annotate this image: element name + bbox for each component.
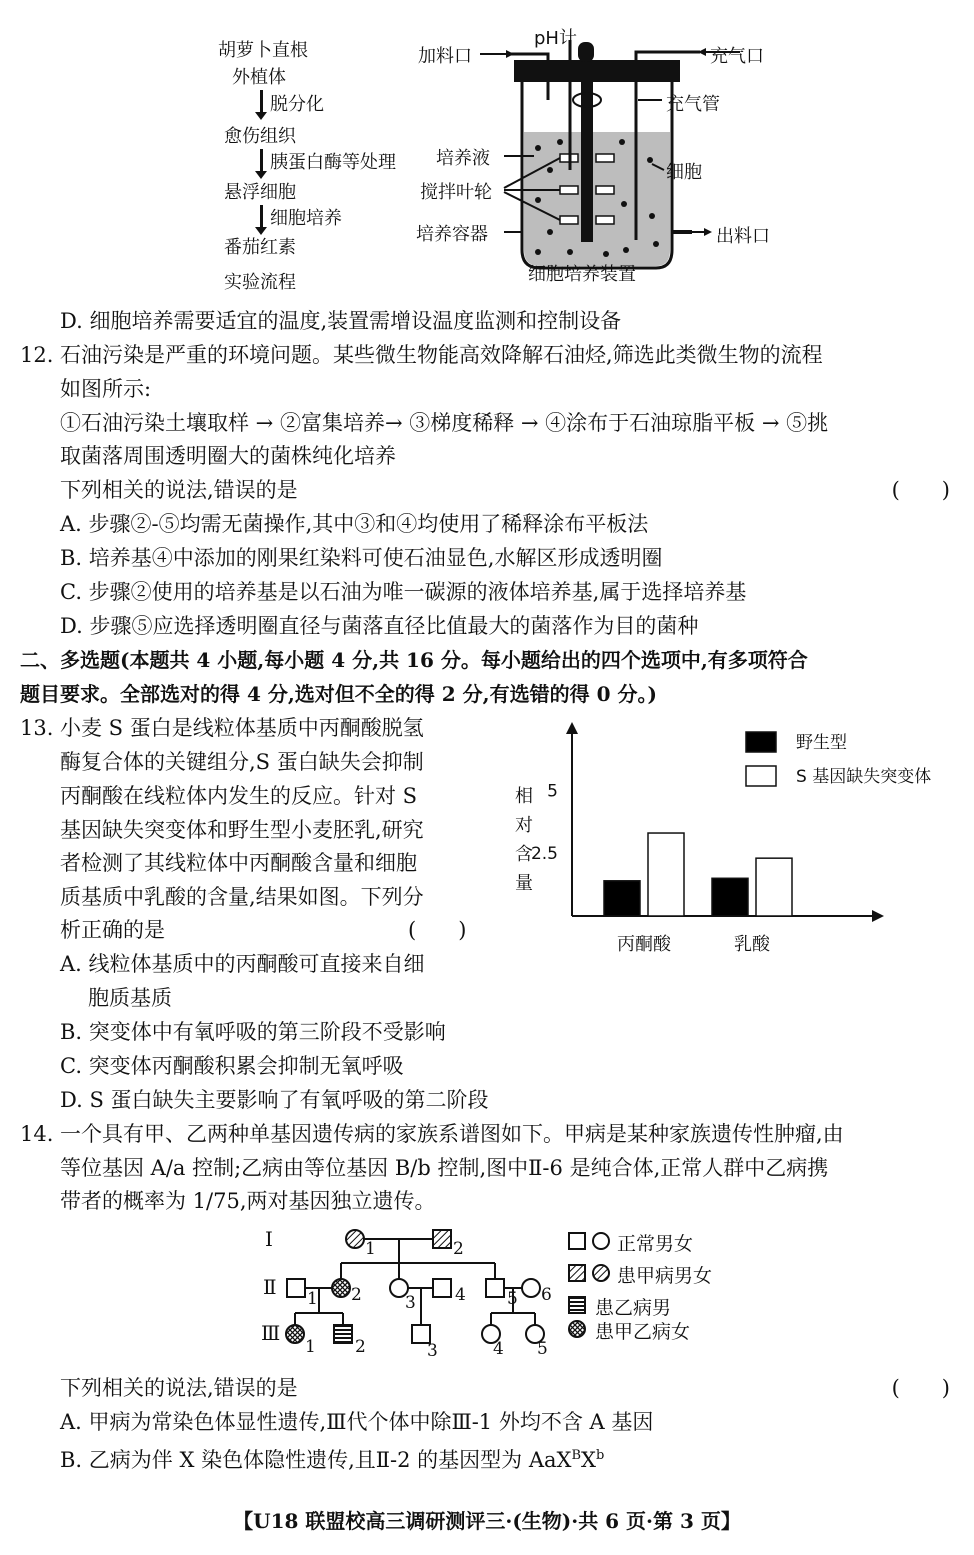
flow-arrow2-label: 胰蛋白酶等处理 <box>270 152 396 173</box>
legend-normal-label: 正常男女 <box>617 1233 694 1255</box>
air-arrow-head <box>698 48 706 56</box>
ped-label-I-1: 1 <box>365 1239 376 1259</box>
q12-number: 12. <box>20 343 54 367</box>
ph-knob <box>578 42 594 62</box>
label-outlet: 出料口 <box>716 226 770 247</box>
q13-stem-4: 基因缺失突变体和野生型小麦胚乳,研究 <box>60 818 424 842</box>
q13-number: 13. <box>20 716 54 740</box>
q14-answer-paren: ( ) <box>891 1376 950 1400</box>
x-tick-label: 乳酸 <box>734 934 770 955</box>
outlet-arrow-head <box>704 228 712 236</box>
ped-label-III-1: 1 <box>305 1337 316 1357</box>
q14-option-b-sup2: b <box>596 1448 605 1463</box>
culture-device <box>410 20 790 290</box>
impeller-1b <box>596 154 614 162</box>
bar-mutant-1 <box>756 858 792 916</box>
ped-label-II-6: 6 <box>541 1285 552 1305</box>
q13-stem-1: 小麦 S 蛋白是线粒体基质中丙酮酸脱氢 <box>60 716 424 740</box>
pedigree-chart <box>255 1225 755 1365</box>
ped-II-1 <box>287 1279 305 1297</box>
chart-bars <box>604 833 792 916</box>
section2-line1: 二、多选题(本题共 4 小题,每小题 4 分,共 16 分。每小题给出的四个选项中,有多项符合 <box>20 648 808 672</box>
q12-stem-2: 如图所示: <box>60 377 152 401</box>
legend-b-label: 患乙病男 <box>595 1297 672 1319</box>
q14-option-a: A. 甲病为常染色体显性遗传,Ⅲ代个体中除Ⅲ-1 外均不含 A 基因 <box>60 1410 654 1434</box>
flow-step2: 愈伤组织 <box>224 126 296 147</box>
legend-ab-label: 患甲乙病女 <box>595 1321 691 1343</box>
legend-normal-female <box>593 1233 609 1249</box>
q13-option-c: C. 突变体丙酮酸积累会抑制无氧呼吸 <box>60 1054 404 1078</box>
culture-medium <box>524 132 670 266</box>
q13-stem-3: 丙酮酸在线粒体内发生的反应。针对 S <box>60 784 418 808</box>
q12-option-c: C. 步骤②使用的培养基是以石油为唯一碳源的液体培养基,属于选择培养基 <box>60 580 747 604</box>
flow-arrow1-label: 脱分化 <box>270 94 324 115</box>
q12-ask: 下列相关的说法,错误的是 <box>60 478 298 502</box>
flow-step4: 番茄红素 <box>224 237 296 258</box>
legend-label: 野生型 <box>796 733 847 753</box>
flow-arrow1 <box>260 90 263 114</box>
ped-gen-III: Ⅲ <box>261 1321 281 1345</box>
q12-flow-1: ①石油污染土壤取样 → ②富集培养→ ③梯度稀释 → ④涂布于石油琼脂平板 → ⑤挑 <box>60 411 829 435</box>
impeller-3a <box>560 216 578 224</box>
ped-III-2 <box>334 1325 352 1343</box>
bar-wildtype-0 <box>604 881 640 916</box>
label-vessel: 培养容器 <box>416 224 488 245</box>
legend-swatch <box>746 766 776 786</box>
bar-wildtype-1 <box>712 878 748 916</box>
ped-label-III-5: 5 <box>537 1339 548 1359</box>
label-air-inlet: 充气口 <box>710 46 764 67</box>
y-axis-label-char: 相 <box>515 786 533 807</box>
impeller-2a <box>560 186 578 194</box>
q13-answer-paren: ( ) <box>408 918 467 942</box>
ped-label-II-4: 4 <box>455 1285 466 1305</box>
ped-label-III-4: 4 <box>493 1339 504 1359</box>
section2-line2: 题目要求。全部选对的得 4 分,选对但不全的得 2 分,有选错的得 0 分。) <box>20 682 657 706</box>
q14-stem-2: 等位基因 A/a 控制;乙病由等位基因 B/b 控制,图中Ⅱ-6 是纯合体,正常人群中乙病携 <box>60 1156 829 1180</box>
flow-arrow3 <box>260 205 263 229</box>
legend-a-female <box>593 1265 609 1281</box>
q14-number: 14. <box>20 1122 54 1146</box>
flow-arrow1-head <box>255 112 267 120</box>
y-axis-label-char: 含 <box>515 844 533 865</box>
y-axis-label-char: 量 <box>515 873 533 894</box>
ped-label-II-5: 5 <box>507 1289 518 1309</box>
ped-label-II-3: 3 <box>405 1293 416 1313</box>
q14-option-b-x: X <box>581 1448 596 1472</box>
q12-option-b: B. 培养基④中添加的刚果红染料可使石油显色,水解区形成透明圈 <box>60 546 663 570</box>
ped-III-1 <box>286 1325 304 1343</box>
legend-ab-female <box>569 1321 585 1337</box>
q13-stem-7: 析正确的是 <box>60 918 165 942</box>
q14-ask: 下列相关的说法,错误的是 <box>60 1376 298 1400</box>
q13-stem-2: 酶复合体的关键组分,S 蛋白缺失会抑制 <box>60 750 424 774</box>
ped-label-II-2: 2 <box>351 1285 362 1305</box>
ped-II-6 <box>522 1279 540 1297</box>
flow-arrow3-label: 细胞培养 <box>270 208 342 229</box>
flow-step3: 悬浮细胞 <box>224 182 296 203</box>
legend-a-label: 患甲病男女 <box>617 1265 713 1287</box>
q13-option-b: B. 突变体中有氧呼吸的第三阶段不受影响 <box>60 1020 446 1044</box>
label-medium: 培养液 <box>436 148 490 169</box>
q13-option-a-1: A. 线粒体基质中的丙酮酸可直接来自细 <box>60 952 425 976</box>
legend-normal-male <box>569 1233 585 1249</box>
feed-arrow-head <box>506 50 514 58</box>
flow-chart <box>210 30 420 300</box>
q12-answer-paren: ( ) <box>891 478 950 502</box>
flow-caption: 实验流程 <box>224 272 296 293</box>
ped-II-2 <box>332 1279 350 1297</box>
q13-stem-6: 质基质中乳酸的含量,结果如图。下列分 <box>60 885 424 909</box>
y-tick-label: 2.5 <box>530 844 558 865</box>
impeller-3b <box>596 216 614 224</box>
q13-option-a-2: 胞质基质 <box>88 986 172 1010</box>
q12-option-d: D. 步骤⑤应选择透明圈直径与菌落直径比值最大的菌落作为目的菌种 <box>60 614 699 638</box>
ped-I-2 <box>433 1230 451 1248</box>
ped-label-III-3: 3 <box>427 1341 438 1361</box>
ped-I-1 <box>346 1230 364 1248</box>
flow-arrow2 <box>260 149 263 173</box>
q14-stem-3: 带者的概率为 1/75,两对基因独立遗传。 <box>60 1189 436 1213</box>
device-caption: 细胞培养装置 <box>528 264 636 285</box>
ped-label-I-2: 2 <box>453 1239 464 1259</box>
ped-label-II-1: 1 <box>307 1289 318 1309</box>
flow-step1a: 胡萝卜直根 <box>218 40 308 61</box>
device-lid <box>514 60 680 82</box>
ped-II-5 <box>486 1279 504 1297</box>
q11-option-d: D. 细胞培养需要适宜的温度,装置需增设温度监测和控制设备 <box>60 309 622 333</box>
label-impeller: 搅拌叶轮 <box>420 182 492 203</box>
label-cells: 细胞 <box>666 162 702 183</box>
impeller-2b <box>596 186 614 194</box>
q12-stem-1: 石油污染是严重的环境问题。某些微生物能高效降解石油烃,筛选此类微生物的流程 <box>60 343 823 367</box>
label-air-tube: 充气管 <box>666 94 720 115</box>
bar-mutant-0 <box>648 833 684 916</box>
q13-stem-5: 者检测了其线粒体中丙酮酸含量和细胞 <box>60 851 417 875</box>
chart-labels <box>515 781 771 955</box>
q14-option-b-main: B. 乙病为伴 X 染色体隐性遗传,且Ⅱ-2 的基因型为 AaX <box>60 1448 572 1472</box>
chart-legend <box>746 732 931 787</box>
q14-option-b-sup1: B <box>571 1448 582 1463</box>
q14-option-b <box>60 1441 604 1475</box>
x-axis-arrow <box>872 910 884 922</box>
ped-gen-I: Ⅰ <box>265 1227 273 1251</box>
legend-a-male <box>569 1265 585 1281</box>
page-footer: 【U18 联盟校高三调研测评三·(生物)·共 6 页·第 3 页】 <box>233 1509 741 1533</box>
q13-option-d: D. S 蛋白缺失主要影响了有氧呼吸的第二阶段 <box>60 1088 489 1112</box>
legend-swatch <box>746 732 776 752</box>
y-axis-arrow <box>566 722 578 734</box>
y-axis-label-char: 对 <box>515 815 533 836</box>
ped-gen-II: Ⅱ <box>263 1275 277 1299</box>
q12-flow-2: 取菌落周围透明圈大的菌株纯化培养 <box>60 444 396 468</box>
x-tick-label: 丙酮酸 <box>617 934 671 955</box>
y-tick-label: 5 <box>547 781 558 802</box>
q14-stem-1: 一个具有甲、乙两种单基因遗传病的家族系谱图如下。甲病是某种家族遗传性肿瘤,由 <box>60 1122 844 1146</box>
label-feed-port: 加料口 <box>418 46 472 67</box>
ped-label-III-2: 2 <box>355 1337 366 1357</box>
ped-II-4 <box>433 1279 451 1297</box>
label-ph-meter: pH计 <box>534 28 577 49</box>
flow-step1b: 外植体 <box>232 67 286 88</box>
legend-label: S 基因缺失突变体 <box>796 767 932 787</box>
legend-b-male <box>569 1297 585 1313</box>
q12-option-a: A. 步骤②-⑤均需无菌操作,其中③和④均使用了稀释涂布平板法 <box>60 512 649 536</box>
q13-bar-chart <box>500 712 932 972</box>
